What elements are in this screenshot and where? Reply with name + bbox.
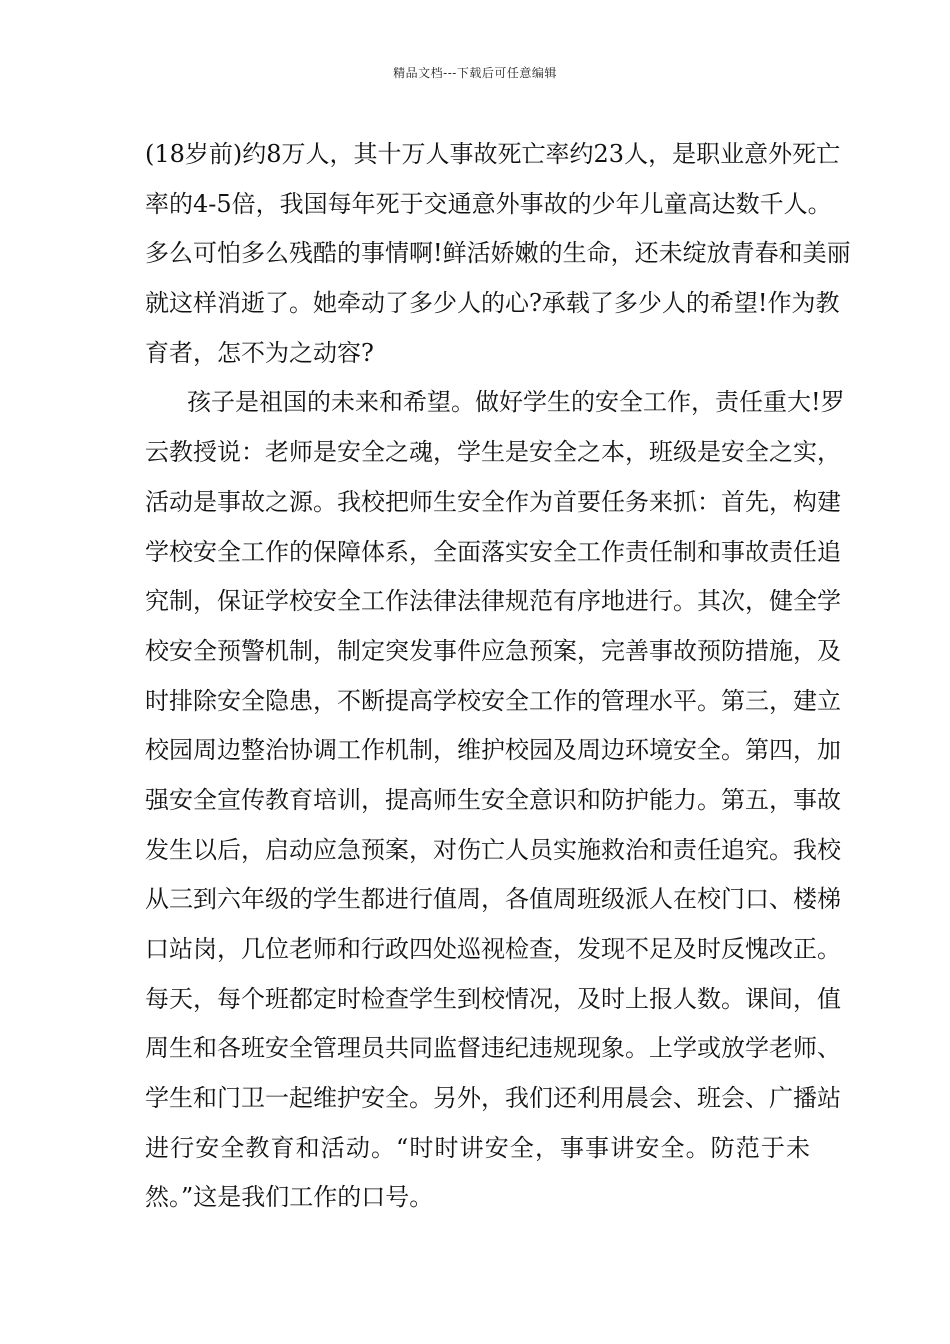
text-line: 发生以后，启动应急预案，对伤亡人员实施救治和责任追究。我校: [145, 835, 841, 864]
text-line: 然。”这是我们工作的口号。: [145, 1183, 434, 1212]
text-line: 校安全预警机制，制定突发事件应急预案，完善事故预防措施，及: [145, 636, 841, 665]
text-line: 强安全宣传教育培训，提高师生安全意识和防护能力。第五，事故: [145, 785, 841, 814]
text-line: 究制，保证学校安全工作法律法律规范有序地进行。其次，健全学: [145, 587, 841, 616]
text-line: 孩子是祖国的未来和希望。做好学生的安全工作，责任重大!罗: [187, 388, 845, 417]
page-header: 精品文档---下载后可任意编辑: [393, 66, 557, 80]
text-line: 率的4-5倍，我国每年死于交通意外事故的少年儿童高达数千人。: [145, 189, 832, 218]
text-line: 校园周边整治协调工作机制，维护校园及周边环境安全。第四，加: [145, 736, 841, 765]
document-body: [145, 130, 851, 1223]
text-line: 从三到六年级的学生都进行值周，各值周班级派人在校门口、楼梯: [145, 885, 841, 914]
text-line: 进行安全教育和活动。“时时讲安全，事事讲安全。防范于未: [145, 1133, 810, 1162]
text-line: 云教授说：老师是安全之魂，学生是安全之本，班级是安全之实，: [145, 438, 841, 467]
text-line: 口站岗，几位老师和行政四处巡视检查，发现不足及时反愧改正。: [145, 935, 841, 963]
text-line: 多么可怕多么残酷的事情啊!鲜活娇嫩的生命，还未绽放青春和美丽: [145, 239, 851, 268]
text-line: 每天，每个班都定时检查学生到校情况，及时上报人数。课间，值: [145, 984, 841, 1013]
text-line: 学生和门卫一起维护安全。另外，我们还利用晨会、班会、广播站: [145, 1084, 841, 1113]
text-line: 育者，怎不为之动容?: [145, 338, 374, 367]
text-line: 就这样消逝了。她牵动了多少人的心?承载了多少人的希望!作为教: [145, 289, 840, 318]
text-line: 活动是事故之源。我校把师生安全作为首要任务来抓：首先，构建: [145, 487, 841, 516]
text-line: 时排除安全隐患，不断提高学校安全工作的管理水平。第三，建立: [145, 686, 841, 715]
text-line: (18岁前)约8万人，其十万人事故死亡率约23人，是职业意外死亡: [145, 140, 841, 168]
text-line: 周生和各班安全管理员共同监督违纪违规现象。上学或放学老师、: [145, 1034, 841, 1063]
text-line: 学校安全工作的保障体系，全面落实安全工作责任制和事故责任追: [145, 537, 841, 566]
